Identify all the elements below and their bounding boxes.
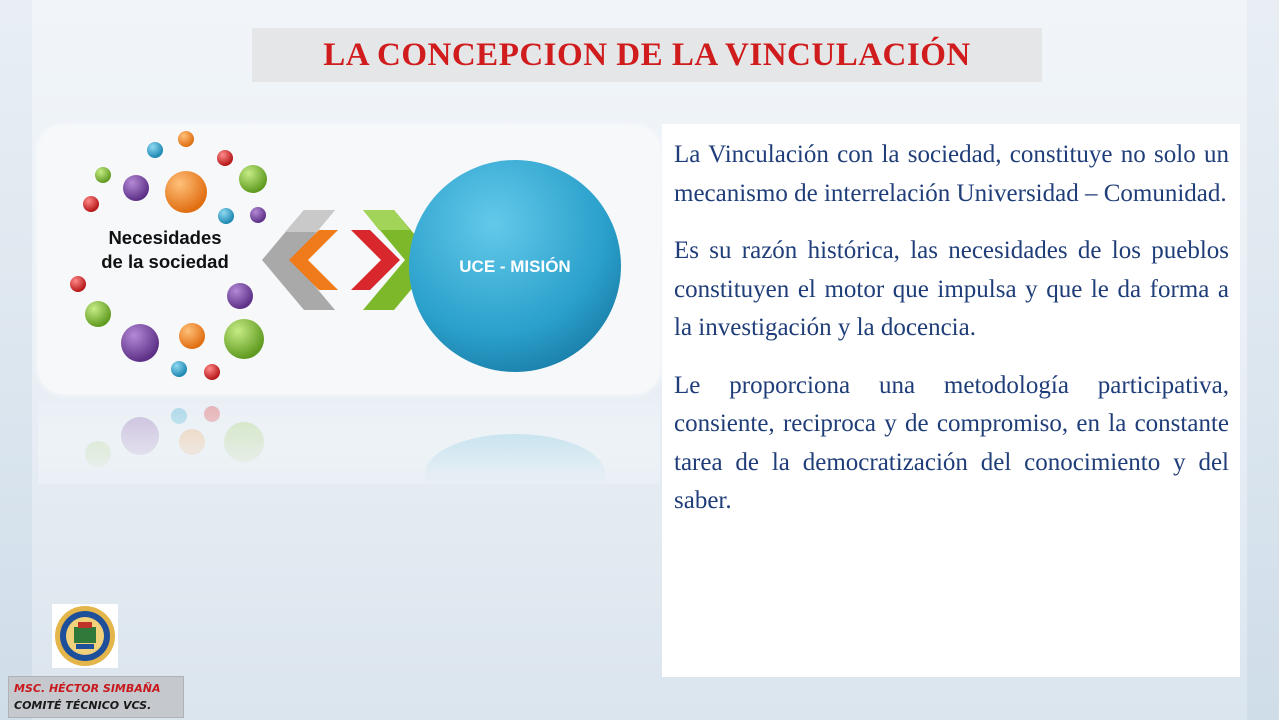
dot-red <box>217 150 233 166</box>
dot-blue <box>171 361 187 377</box>
dot-purple <box>250 207 266 223</box>
dot-orange <box>178 131 194 147</box>
paragraph-1: La Vinculación con la sociedad, constituye no solo un mecanismo de interrelación Universidad – Comunidad. <box>674 141 1229 207</box>
dot-blue <box>218 208 234 224</box>
dot-purple <box>227 283 253 309</box>
needs-label-line2: de la sociedad <box>101 251 229 272</box>
text-panel <box>662 124 1240 677</box>
dot-green <box>85 301 111 327</box>
title-banner <box>252 28 1042 82</box>
credit-role: COMITÉ TÉCNICO VCS. <box>14 699 152 712</box>
mission-label: UCE - MISIÓN <box>459 257 571 276</box>
dot-red <box>70 276 86 292</box>
credit-box <box>8 676 184 718</box>
dot-orange <box>179 323 205 349</box>
university-logo <box>52 604 118 668</box>
dot-purple <box>123 175 149 201</box>
left-chevron-icon <box>262 210 338 310</box>
dot-green <box>239 165 267 193</box>
dot-green <box>95 167 111 183</box>
diagram-reflection <box>38 394 660 484</box>
dot-red <box>83 196 99 212</box>
vinculacion-diagram <box>38 126 660 394</box>
credit-name: MSC. HÉCTOR SIMBAÑA <box>14 682 161 695</box>
needs-label-line1: Necesidades <box>108 227 222 248</box>
paragraph-2: Es su razón histórica, las necesidades de los pueblos constituyen el motor que impulsa y que le da forma a la investigación y la docencia. <box>674 237 1229 341</box>
paragraph-3: Le proporciona una metodología participativa, consiente, reciproca y de compromiso, en la constante tarea de la democratización del conocimiento y del saber. <box>674 371 1229 514</box>
dot-blue <box>147 142 163 158</box>
page-title: LA CONCEPCION DE LA VINCULACIÓN <box>323 36 971 73</box>
dot-red <box>204 364 220 380</box>
dot-green <box>224 319 264 359</box>
dot-purple <box>121 324 159 362</box>
university-seal-icon <box>52 604 118 668</box>
dot-orange <box>165 171 207 213</box>
